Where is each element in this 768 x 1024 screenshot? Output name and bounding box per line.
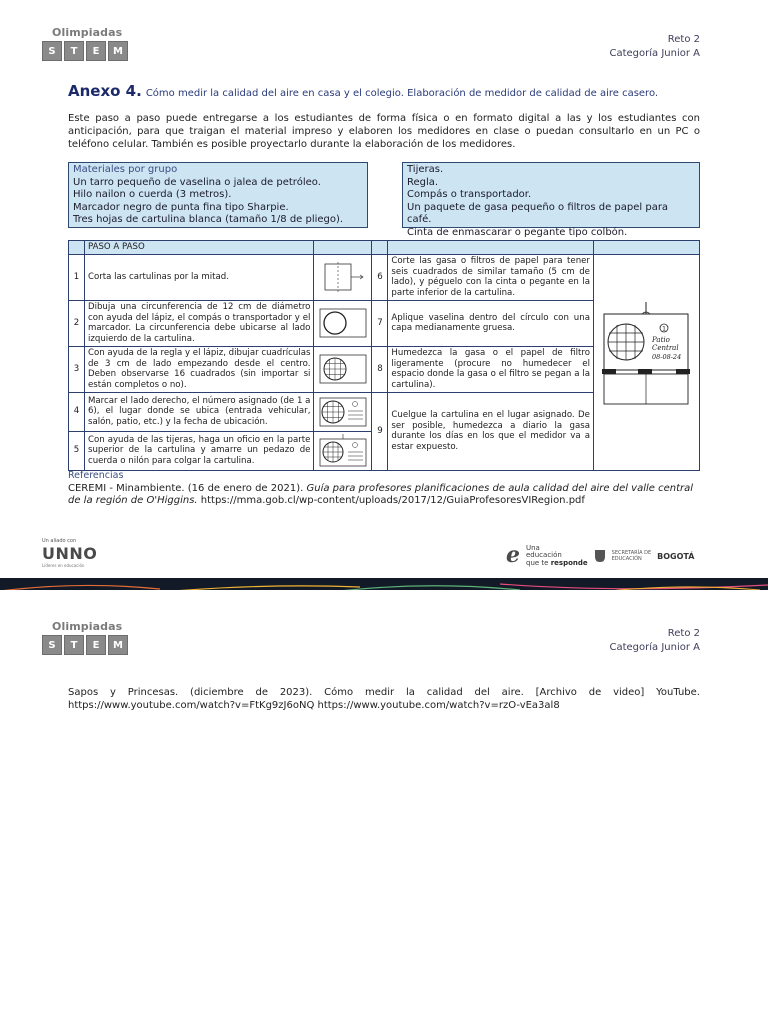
step-text: Corte las gasa o filtros de papel para tener seis cuadrados de similar tamaño (5 cm de lado), y péguelo con la cinta o pegante en la parte inferior de la cartulina. bbox=[388, 254, 594, 300]
step-number: 3 bbox=[69, 346, 85, 392]
logo-letter: E bbox=[86, 41, 106, 61]
bogota-logo: BOGOTÁ bbox=[657, 551, 695, 561]
logo-letter: M bbox=[108, 635, 128, 655]
references bbox=[68, 470, 700, 508]
step-text: Humedezca la gasa o el papel de filtro ligeramente (procure no humedecer el espacio donde la gasa o el filtro se pegan a la cartulina). bbox=[388, 346, 594, 392]
material-item: Un paquete de gasa pequeño o filtros de papel para café. bbox=[407, 201, 669, 225]
steps-table bbox=[68, 240, 700, 471]
header-info bbox=[610, 33, 701, 61]
reference-url[interactable]: https://mma.gob.cl/wp-content/uploads/2017/12/GuiaProfesoresVIRegion.pdf bbox=[197, 495, 585, 506]
material-item: Tres hojas de cartulina blanca (tamaño 1/8 de pliego). bbox=[73, 214, 344, 225]
reference-item: Sapos y Princesas. (diciembre de 2023). Cómo medir la calidad del aire. [Archivo de video] YouTube. https://www.youtube.com/watch?v=FtKg9zJ6oNQ https://www.youtube.com/watch?v=rzO-vEa3al8 bbox=[68, 687, 700, 711]
hung-meter-sketch bbox=[317, 434, 369, 468]
steps-header: PASO A PASO bbox=[84, 241, 313, 255]
step-number: 9 bbox=[372, 392, 388, 470]
step-sketch-cut bbox=[314, 254, 372, 300]
categoria-label: Categoría Junior A bbox=[609, 642, 700, 653]
logo-letters bbox=[42, 635, 134, 655]
step-number: 4 bbox=[69, 392, 85, 431]
material-item: Hilo nailon o cuerda (3 metros). bbox=[73, 189, 232, 200]
page-gap bbox=[0, 590, 768, 610]
grid-circle-sketch bbox=[317, 352, 369, 386]
reto-label: Reto 2 bbox=[667, 628, 700, 639]
step-number: 7 bbox=[372, 300, 388, 346]
material-item: Un tarro pequeño de vaselina o jalea de petróleo. bbox=[73, 176, 321, 188]
material-item: Cinta de enmascarar o pegante tipo colbón. bbox=[407, 226, 628, 238]
step-text: Con ayuda de la regla y el lápiz, dibujar cuadrículas de 3 cm de lado empezando desde el centro. Deben observarse 16 cuadrados (sin importar si están completos o no). bbox=[84, 346, 313, 392]
unno-tagline: Líderes en educación bbox=[42, 563, 85, 568]
materials-box-left bbox=[68, 162, 368, 228]
steps-header-row bbox=[69, 241, 700, 255]
decorative-lines-icon bbox=[0, 581, 768, 590]
annex-title: Cómo medir la calidad del aire en casa y el colegio. Elaboración de medidor de calidad de aire casero. bbox=[145, 88, 659, 99]
decorative-footer-band bbox=[0, 578, 768, 590]
unno-wordmark: UNNO bbox=[42, 544, 98, 563]
logo-letter: M bbox=[108, 41, 128, 61]
step-text: Aplique vaselina dentro del círculo con una capa medianamente gruesa. bbox=[388, 300, 594, 346]
materials-box-right bbox=[402, 162, 700, 238]
logo-letter: E bbox=[86, 635, 106, 655]
logo-letter: S bbox=[42, 635, 62, 655]
logo-letter: S bbox=[42, 41, 62, 61]
step-text: Con ayuda de las tijeras, haga un oficio en la parte superior de la cartulina y amarre un pedazo de cuerda o nilón para colgar la cartulina. bbox=[84, 431, 313, 470]
step-sketch-grid bbox=[314, 346, 372, 392]
logo-title: Olimpiadas bbox=[52, 26, 123, 39]
partner-logos bbox=[506, 542, 728, 570]
logo-title: Olimpiadas bbox=[52, 620, 123, 633]
material-item: Regla. bbox=[407, 176, 439, 188]
step-number: 5 bbox=[69, 431, 85, 470]
meter-place-line1: Patio bbox=[651, 336, 670, 345]
meter-number: 1 bbox=[662, 325, 666, 333]
material-item: Tijeras. bbox=[407, 164, 444, 175]
references-heading: Referencias bbox=[68, 470, 124, 481]
step-sketch-circle bbox=[314, 300, 372, 346]
step-sketch-labeled bbox=[314, 392, 372, 431]
intro-paragraph: Este paso a paso puede entregarse a los estudiantes de forma física o en formato digital a las y los estudiantes con anticipación, para que traigan el material impreso y elaboren los medidores en clase o puedan consultarlo en un PC o teléfono celular. También es posible proyectarlo durante la elaboración de los medidores. bbox=[68, 113, 700, 150]
olimpiadas-stem-logo bbox=[42, 620, 134, 660]
unno-logo bbox=[42, 538, 114, 568]
reto-label: Reto 2 bbox=[667, 34, 700, 45]
step-sketch-hung bbox=[314, 431, 372, 470]
step-number: 1 bbox=[69, 254, 85, 300]
educacion-logo: Una educación que te responde bbox=[526, 543, 588, 567]
step-number: 2 bbox=[69, 300, 85, 346]
circle-drawn-sketch bbox=[317, 306, 369, 340]
logo-letter: T bbox=[64, 635, 84, 655]
step-text: Marcar el lado derecho, el número asignado (de 1 a 6), el lugar donde se ubica (entrada vehicular, salón, patio, etc.) y la fecha de ubicación. bbox=[84, 392, 313, 431]
step-number: 6 bbox=[372, 254, 388, 300]
step-text: Corta las cartulinas por la mitad. bbox=[84, 254, 313, 300]
document-page-2 bbox=[0, 610, 768, 1024]
reference-prefix: CEREMI - Minambiente. (16 de enero de 2021). bbox=[68, 482, 307, 494]
coat-of-arms-icon bbox=[594, 549, 606, 563]
step-text: Cuelgue la cartulina en el lugar asignado. De ser posible, humedezca a diario la gasa durante los días en los que el medidor va a estar expuesto. bbox=[388, 392, 594, 470]
reference-title: Guía para profesores planificaciones de aula calidad del aire del valle central de la región de O'Higgins. bbox=[68, 482, 694, 506]
table-row bbox=[69, 254, 700, 300]
labeled-meter-sketch bbox=[317, 395, 369, 429]
material-item: Marcador negro de punta fina tipo Sharpie. bbox=[73, 201, 289, 213]
step-text: Dibuja una circunferencia de 12 cm de diámetro con ayuda del lápiz, el compás o transportador y el marcador. La circunferencia debe ubicarse al lado izquierdo de la cartulina. bbox=[84, 300, 313, 346]
secretaria-logo: SECRETARÍA DE EDUCACIÓN bbox=[611, 550, 652, 562]
annex-heading bbox=[68, 82, 658, 100]
meter-place-line2: Central bbox=[651, 344, 679, 353]
materials-heading: Materiales por grupo bbox=[73, 164, 178, 175]
annex-label: Anexo 4. bbox=[68, 82, 142, 100]
logo-letters bbox=[42, 41, 134, 61]
olimpiadas-stem-logo bbox=[42, 26, 134, 66]
categoria-label: Categoría Junior A bbox=[609, 48, 700, 59]
material-item: Compás o transportador. bbox=[407, 189, 532, 200]
cut-cardboard-sketch bbox=[317, 260, 369, 294]
logo-letter: T bbox=[64, 41, 84, 61]
meter-date: 08-08-24 bbox=[651, 353, 682, 362]
educacion-e-icon: ℯ bbox=[506, 543, 520, 568]
unno-tagline-top: Un aliado con bbox=[42, 538, 77, 544]
header-info bbox=[610, 627, 701, 655]
reference-item bbox=[68, 483, 700, 508]
step-number: 8 bbox=[372, 346, 388, 392]
air-quality-meter-drawing bbox=[598, 300, 694, 420]
final-meter-sketch bbox=[593, 254, 699, 470]
